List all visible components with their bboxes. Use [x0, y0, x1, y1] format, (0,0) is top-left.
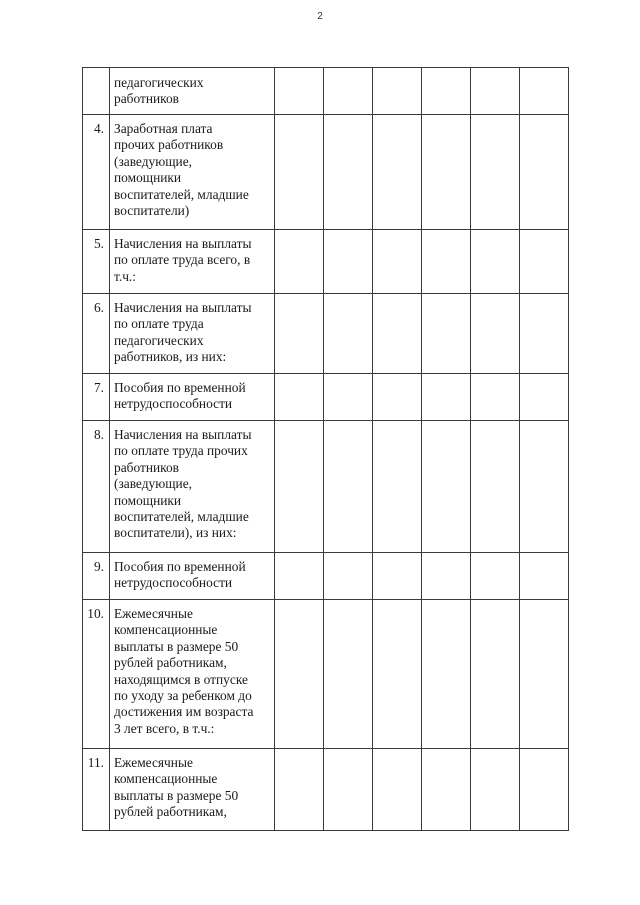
table-row	[83, 115, 569, 230]
value-cell	[520, 68, 569, 115]
table-row	[83, 421, 569, 553]
row-label: Пособия по временной нетрудоспособности	[110, 374, 275, 421]
value-cell	[324, 749, 373, 831]
value-cell	[520, 115, 569, 230]
row-number: 5.	[83, 230, 110, 294]
row-number: 10.	[83, 600, 110, 749]
value-cell	[471, 749, 520, 831]
value-cell	[422, 230, 471, 294]
row-label: педагогических работников	[110, 68, 275, 115]
row-number: 11.	[83, 749, 110, 831]
value-cell	[324, 553, 373, 600]
value-cell	[373, 749, 422, 831]
value-cell	[324, 230, 373, 294]
value-cell	[520, 230, 569, 294]
value-cell	[373, 294, 422, 374]
value-cell	[422, 374, 471, 421]
row-label: Заработная плата прочих работников (заведующие, помощники воспитателей, младшие воспитатели)	[110, 115, 275, 230]
table-row	[83, 553, 569, 600]
value-cell	[520, 421, 569, 553]
value-cell	[471, 68, 520, 115]
value-cell	[373, 421, 422, 553]
value-cell	[471, 421, 520, 553]
value-cell	[520, 600, 569, 749]
row-label: Пособия по временной нетрудоспособности	[110, 553, 275, 600]
value-cell	[471, 553, 520, 600]
row-label: Начисления на выплаты по оплате труда всего, в т.ч.:	[110, 230, 275, 294]
value-cell	[520, 749, 569, 831]
value-cell	[373, 115, 422, 230]
row-label: Начисления на выплаты по оплате труда прочих работников (заведующие, помощники воспитателей, младшие воспитатели), из них:	[110, 421, 275, 553]
row-number: 4.	[83, 115, 110, 230]
value-cell	[373, 230, 422, 294]
value-cell	[520, 553, 569, 600]
table-row	[83, 600, 569, 749]
page-number: 2	[317, 11, 323, 22]
table-row	[83, 749, 569, 831]
value-cell	[275, 421, 324, 553]
value-cell	[422, 294, 471, 374]
value-cell	[422, 421, 471, 553]
value-cell	[520, 294, 569, 374]
value-cell	[324, 294, 373, 374]
value-cell	[275, 374, 324, 421]
budget-table	[82, 67, 569, 831]
value-cell	[275, 294, 324, 374]
value-cell	[373, 553, 422, 600]
value-cell	[422, 115, 471, 230]
value-cell	[275, 553, 324, 600]
row-number: 7.	[83, 374, 110, 421]
value-cell	[275, 230, 324, 294]
table-row	[83, 294, 569, 374]
value-cell	[471, 115, 520, 230]
row-number	[83, 68, 110, 115]
value-cell	[324, 115, 373, 230]
row-label: Ежемесячные компенсационные выплаты в размере 50 рублей работникам, находящимся в отпуске по уходу за ребенком до достижения им возраста 3 лет всего, в т.ч.:	[110, 600, 275, 749]
value-cell	[275, 115, 324, 230]
value-cell	[324, 374, 373, 421]
value-cell	[471, 230, 520, 294]
value-cell	[471, 600, 520, 749]
value-cell	[275, 600, 324, 749]
value-cell	[471, 294, 520, 374]
value-cell	[324, 421, 373, 553]
row-number: 6.	[83, 294, 110, 374]
value-cell	[324, 68, 373, 115]
value-cell	[471, 374, 520, 421]
value-cell	[275, 68, 324, 115]
value-cell	[373, 68, 422, 115]
row-number: 8.	[83, 421, 110, 553]
value-cell	[373, 600, 422, 749]
value-cell	[422, 68, 471, 115]
row-label: Ежемесячные компенсационные выплаты в размере 50 рублей работникам,	[110, 749, 275, 831]
value-cell	[422, 553, 471, 600]
value-cell	[422, 749, 471, 831]
table-row	[83, 68, 569, 115]
row-number: 9.	[83, 553, 110, 600]
value-cell	[324, 600, 373, 749]
value-cell	[520, 374, 569, 421]
value-cell	[373, 374, 422, 421]
table-row	[83, 230, 569, 294]
row-label: Начисления на выплаты по оплате труда педагогических работников, из них:	[110, 294, 275, 374]
value-cell	[422, 600, 471, 749]
value-cell	[275, 749, 324, 831]
table-row	[83, 374, 569, 421]
